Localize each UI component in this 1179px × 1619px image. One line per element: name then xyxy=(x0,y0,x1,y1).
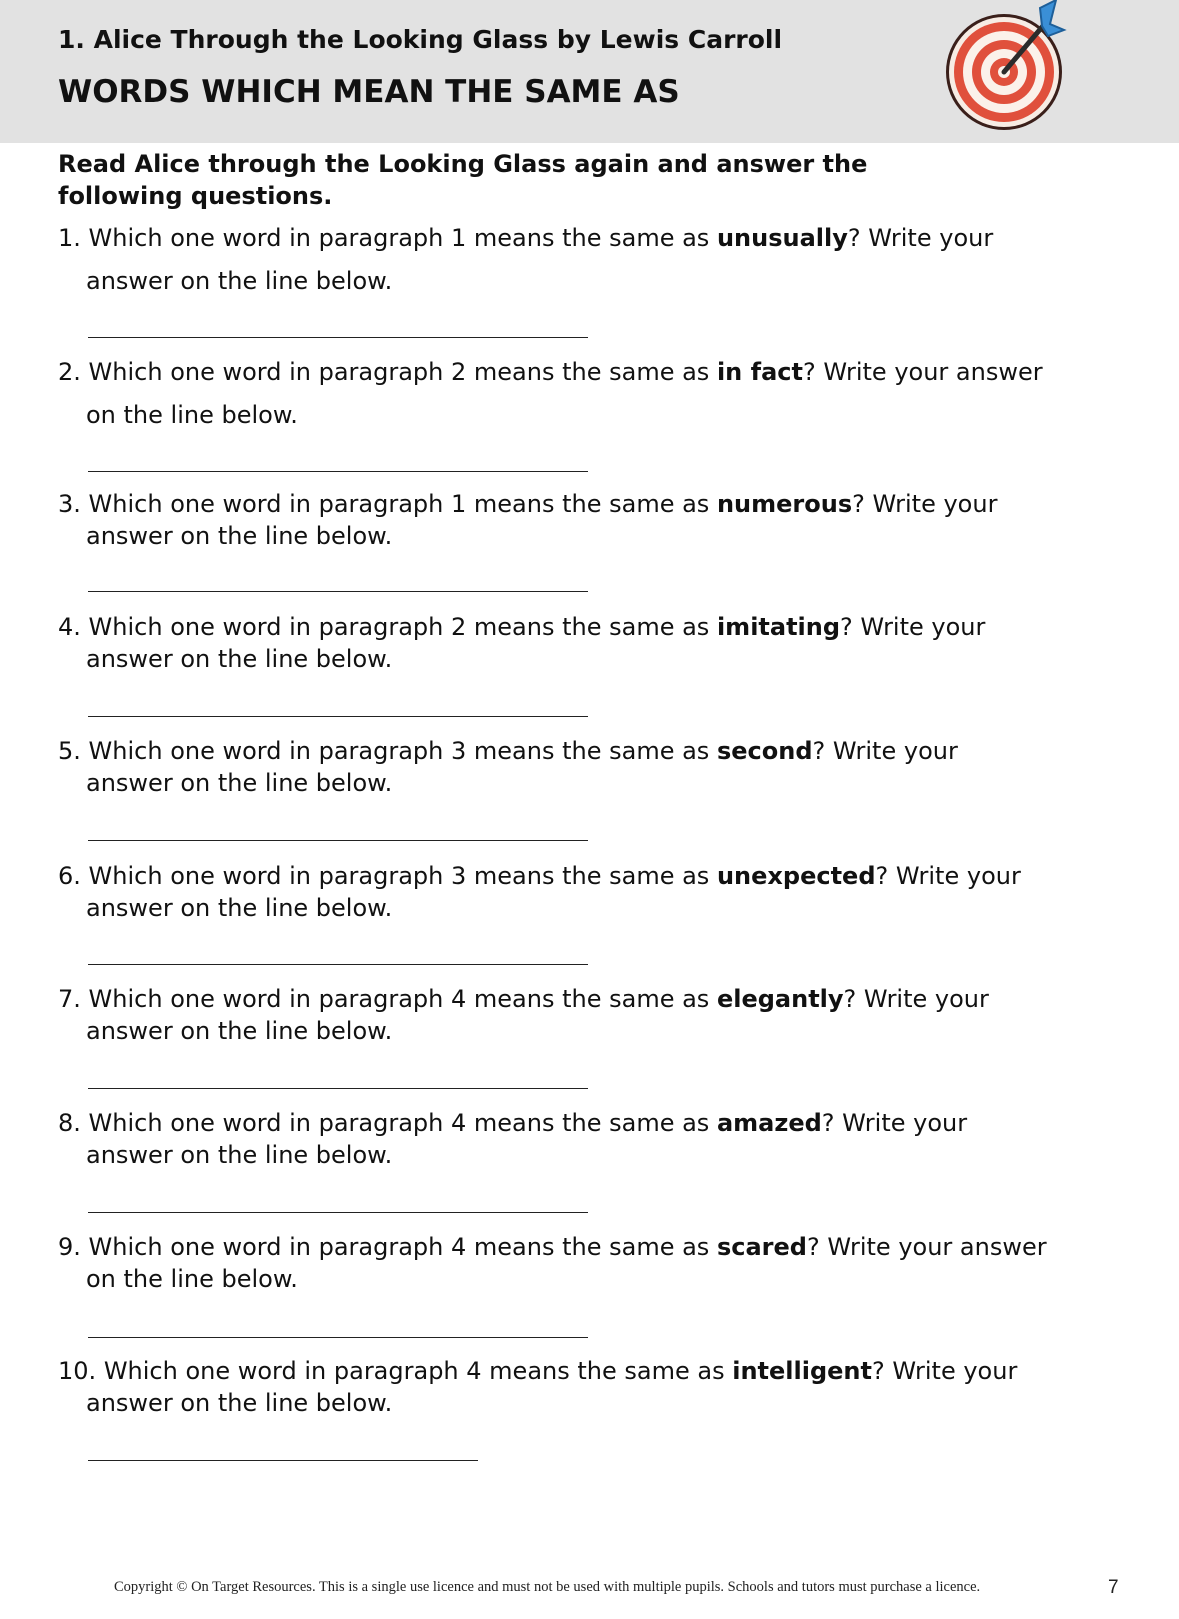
question-number: 7. xyxy=(58,985,81,1013)
answer-line-7[interactable] xyxy=(88,1088,588,1089)
answer-line-8[interactable] xyxy=(88,1212,588,1213)
target-arrow-icon xyxy=(944,0,1080,136)
question-text: Which one word in paragraph 3 means the same as xyxy=(88,737,717,765)
question-text-end: ? Write your answer xyxy=(802,358,1043,386)
question-number: 2. xyxy=(58,358,81,386)
copyright-notice: Copyright © On Target Resources. This is a single use licence and must not be used with multiple pupils. Schools and tutors must purchase a licence. xyxy=(114,1579,981,1595)
question-text-end: ? Write your xyxy=(821,1109,968,1137)
question-text-end: ? Write your xyxy=(871,1357,1018,1385)
question-7 xyxy=(58,983,1138,1047)
question-keyword: scared xyxy=(716,1233,807,1261)
question-instruction: on the line below. xyxy=(86,401,298,429)
question-4 xyxy=(58,611,1138,675)
question-keyword: unusually xyxy=(716,224,848,252)
question-number: 9. xyxy=(58,1233,81,1261)
question-5 xyxy=(58,735,1138,799)
question-2 xyxy=(58,356,1138,431)
question-instruction: answer on the line below. xyxy=(86,267,393,295)
question-number: 8. xyxy=(58,1109,81,1137)
answer-line-10[interactable] xyxy=(88,1460,478,1461)
question-text-end: ? Write your xyxy=(852,490,998,518)
question-text: Which one word in paragraph 3 means the same as xyxy=(88,862,717,890)
question-keyword: in fact xyxy=(716,358,803,386)
question-text: Which one word in paragraph 4 means the same as xyxy=(88,1109,717,1137)
question-keyword: amazed xyxy=(716,1109,822,1137)
question-keyword: second xyxy=(716,737,813,765)
question-text: Which one word in paragraph 2 means the same as xyxy=(88,358,717,386)
question-text: Which one word in paragraph 4 means the same as xyxy=(103,1357,733,1385)
answer-line-4[interactable] xyxy=(88,716,588,717)
question-instruction: on the line below. xyxy=(86,1265,298,1293)
question-instruction: answer on the line below. xyxy=(86,1141,393,1169)
answer-line-1[interactable] xyxy=(88,337,588,338)
question-6 xyxy=(58,860,1138,924)
answer-line-3[interactable] xyxy=(88,591,588,592)
question-text-end: ? Write your xyxy=(875,862,1021,890)
question-number: 6. xyxy=(58,862,81,890)
question-3 xyxy=(58,488,1138,552)
question-number: 3. xyxy=(58,490,81,518)
question-instruction: answer on the line below. xyxy=(86,894,393,922)
question-keyword: intelligent xyxy=(732,1357,872,1385)
question-text-end: ? Write your answer xyxy=(806,1233,1047,1261)
question-text: Which one word in paragraph 4 means the same as xyxy=(88,1233,717,1261)
page-number: 7 xyxy=(1108,1577,1119,1598)
question-text-end: ? Write your xyxy=(847,224,994,252)
question-text-end: ? Write your xyxy=(840,613,986,641)
worksheet-title: WORDS WHICH MEAN THE SAME AS xyxy=(58,74,680,110)
question-instruction: answer on the line below. xyxy=(86,645,393,673)
answer-line-2[interactable] xyxy=(88,471,588,472)
question-text: Which one word in paragraph 4 means the same as xyxy=(88,985,717,1013)
question-keyword: imitating xyxy=(716,613,841,641)
header-band xyxy=(0,0,1179,143)
question-10 xyxy=(58,1355,1138,1419)
question-text: Which one word in paragraph 1 means the same as xyxy=(88,224,717,252)
answer-line-6[interactable] xyxy=(88,964,588,965)
question-instruction: answer on the line below. xyxy=(86,769,393,797)
question-instruction: answer on the line below. xyxy=(86,1389,393,1417)
question-number: 4. xyxy=(58,613,81,641)
instructions: Read Alice through the Looking Glass again and answer the following questions. xyxy=(58,150,868,210)
question-9 xyxy=(58,1231,1138,1295)
question-number: 10. xyxy=(58,1357,97,1385)
question-keyword: elegantly xyxy=(716,985,844,1013)
question-text: Which one word in paragraph 2 means the same as xyxy=(88,613,717,641)
question-text-end: ? Write your xyxy=(843,985,989,1013)
question-keyword: unexpected xyxy=(716,862,876,890)
question-8 xyxy=(58,1107,1138,1171)
question-1 xyxy=(58,222,1138,297)
answer-line-5[interactable] xyxy=(88,840,588,841)
question-text-end: ? Write your xyxy=(812,737,958,765)
question-instruction: answer on the line below. xyxy=(86,1017,393,1045)
question-instruction: answer on the line below. xyxy=(86,522,393,550)
answer-line-9[interactable] xyxy=(88,1337,588,1338)
question-keyword: numerous xyxy=(716,490,853,518)
question-text: Which one word in paragraph 1 means the same as xyxy=(88,490,717,518)
worksheet-subtitle: 1. Alice Through the Looking Glass by Lewis Carroll xyxy=(58,25,783,54)
question-number: 5. xyxy=(58,737,81,765)
question-number: 1. xyxy=(58,224,81,252)
